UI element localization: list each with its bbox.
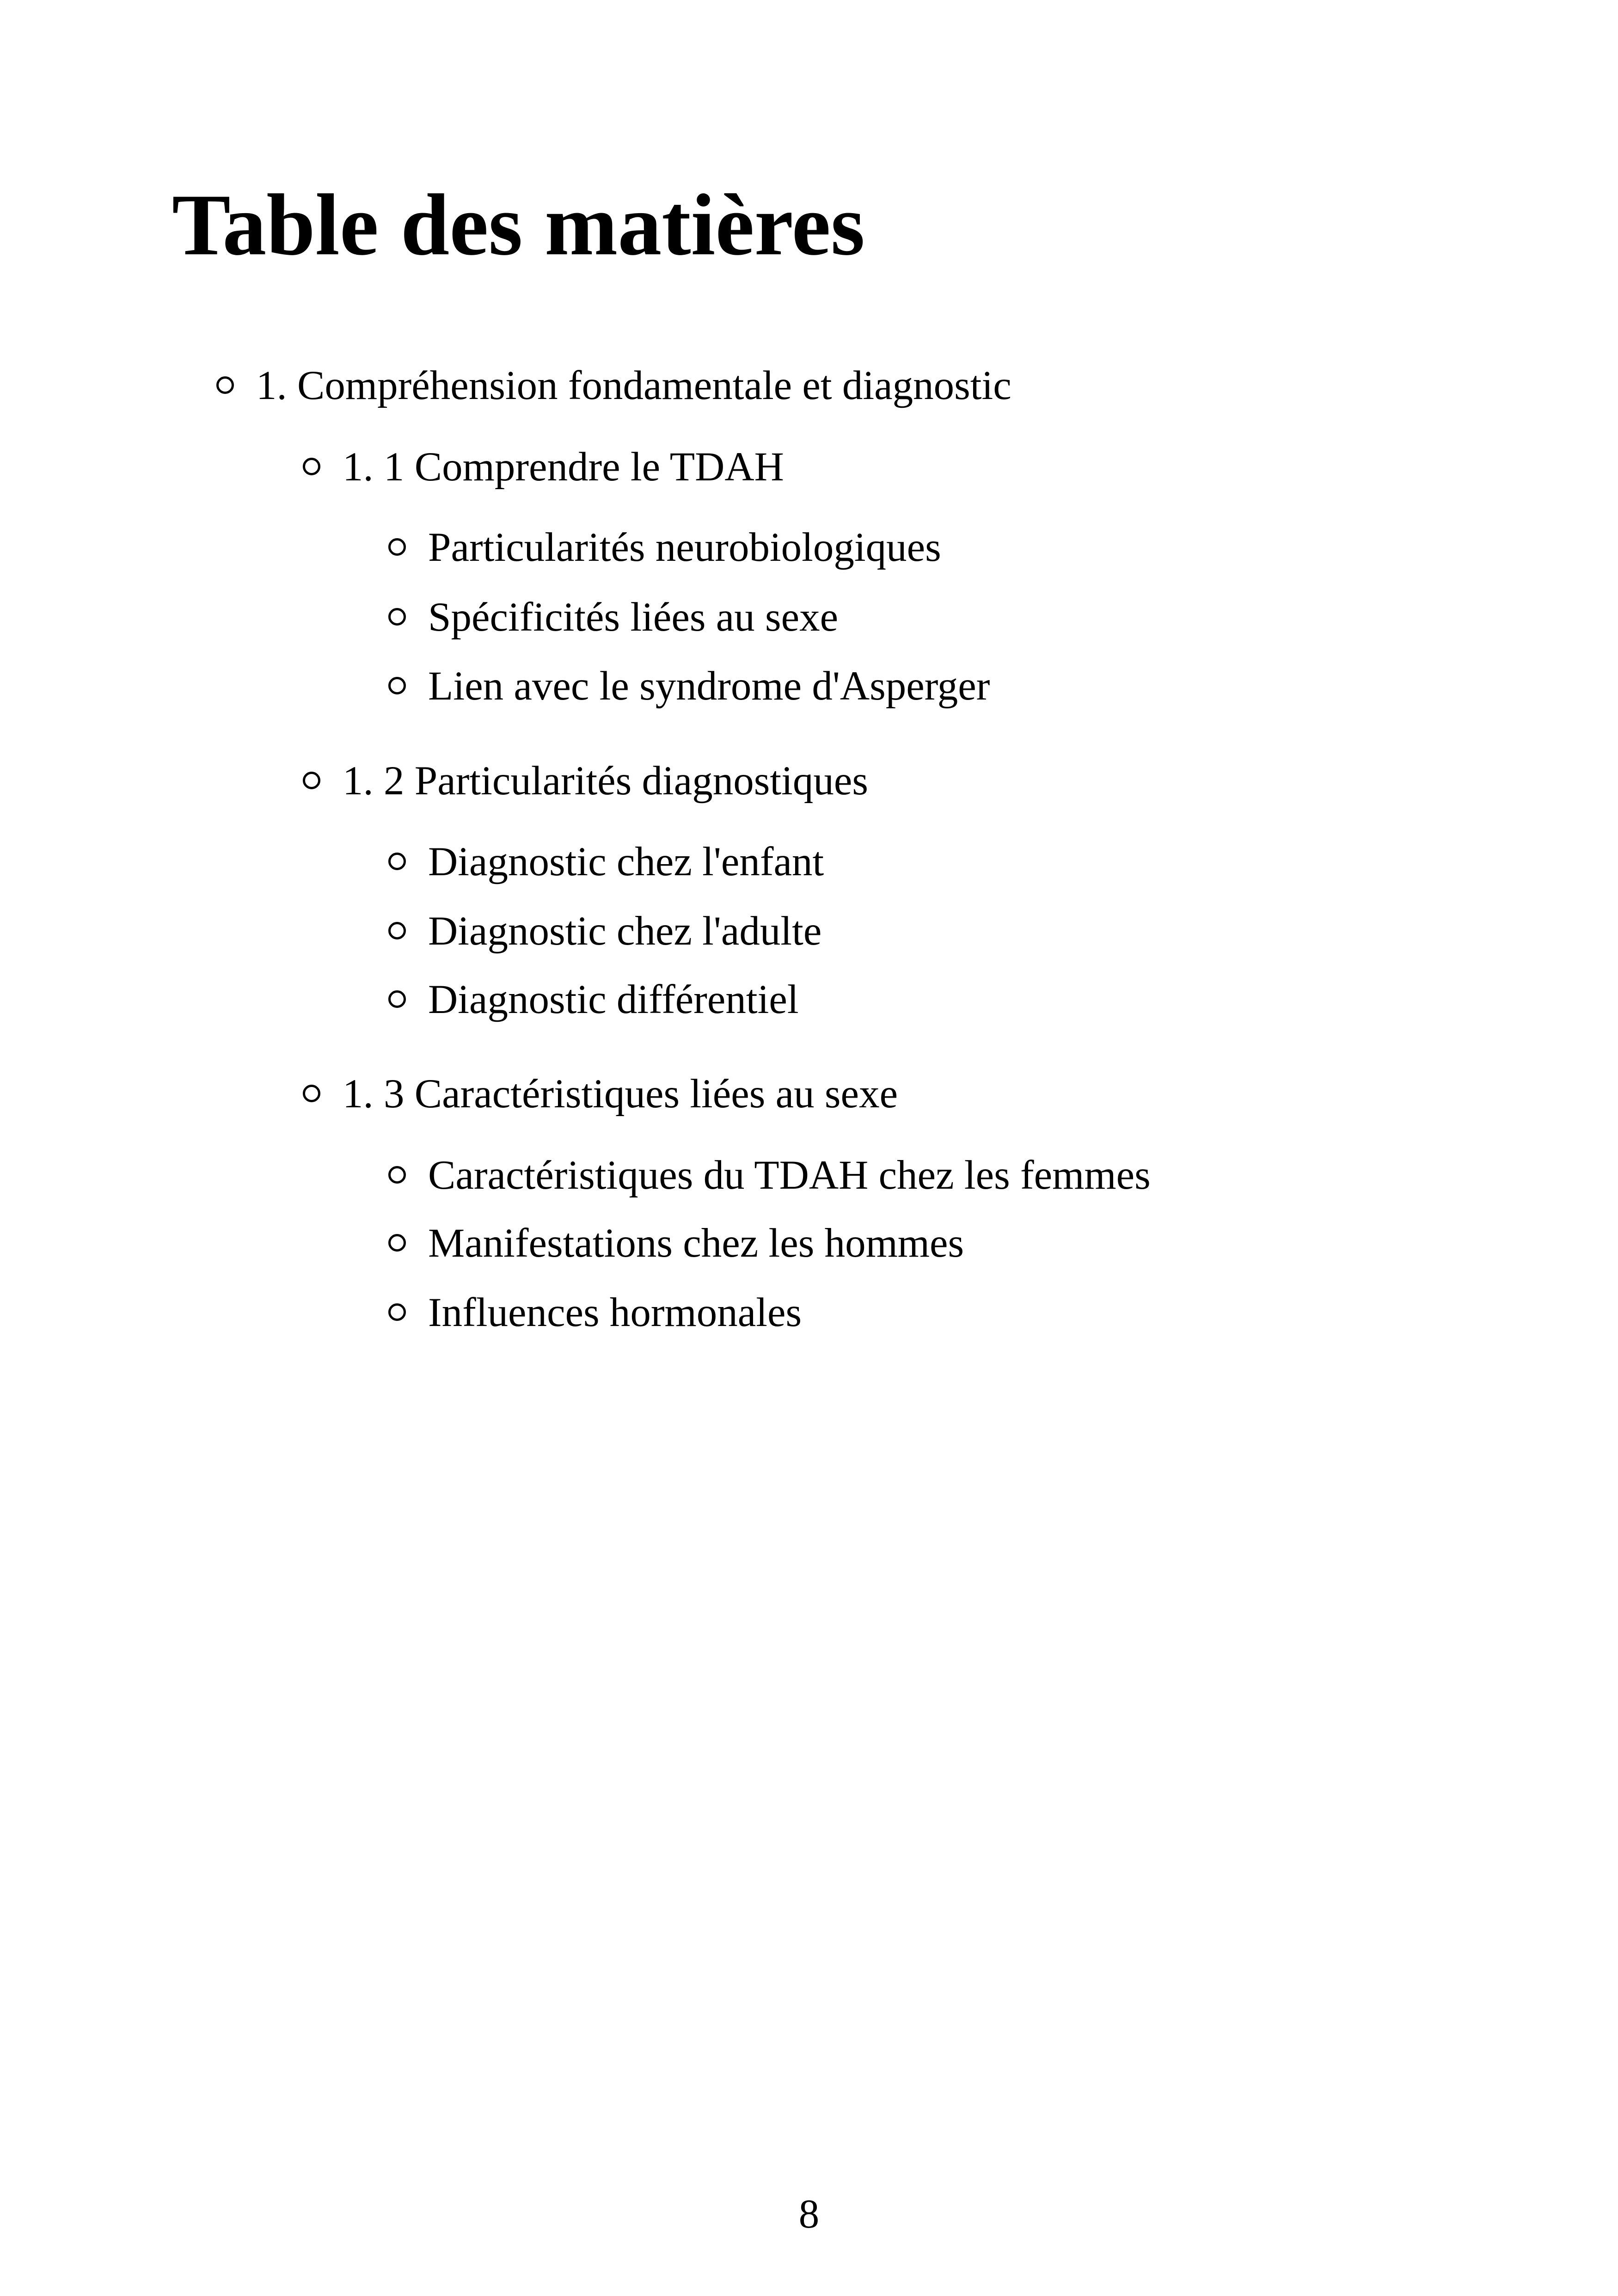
toc-entry-label: Influences hormonales xyxy=(428,1290,802,1335)
page-number: 8 xyxy=(798,2192,820,2237)
hollow-circle-bullet-icon xyxy=(388,1303,406,1321)
hollow-circle-bullet-icon xyxy=(303,1085,320,1102)
hollow-circle-bullet-icon xyxy=(388,922,406,939)
hollow-circle-bullet-icon xyxy=(388,677,406,694)
toc-entry-subsection-1-3[interactable] xyxy=(303,1071,898,1117)
toc-entry-label: Particularités neurobiologiques xyxy=(428,525,941,570)
toc-entry-label: Diagnostic chez l'adulte xyxy=(428,909,822,954)
hollow-circle-bullet-icon xyxy=(388,538,406,556)
toc-entry-item[interactable] xyxy=(388,1223,964,1264)
toc-entry-item[interactable] xyxy=(388,979,799,1020)
toc-entry-label: Lien avec le syndrome d'Asperger xyxy=(428,663,990,709)
toc-entry-subsection-1-1[interactable] xyxy=(303,444,784,490)
toc-entry-label: 1. 1 Comprendre le TDAH xyxy=(343,444,784,490)
hollow-circle-bullet-icon xyxy=(303,772,320,789)
toc-entry-label: Caractéristiques du TDAH chez les femmes xyxy=(428,1153,1151,1198)
toc-entry-item[interactable] xyxy=(388,597,838,638)
toc-entry-label: Diagnostic chez l'enfant xyxy=(428,839,824,884)
toc-entry-item[interactable] xyxy=(388,663,990,709)
toc-entry-label: Manifestations chez les hommes xyxy=(428,1221,964,1266)
toc-entry-section-1[interactable] xyxy=(216,365,1011,406)
toc-entry-item[interactable] xyxy=(388,527,941,568)
toc-entry-label: 1. 2 Particularités diagnostiques xyxy=(343,758,869,804)
hollow-circle-bullet-icon xyxy=(216,376,234,394)
toc-entry-label: Diagnostic différentiel xyxy=(428,977,799,1022)
hollow-circle-bullet-icon xyxy=(388,1166,406,1184)
toc-entry-subsection-1-2[interactable] xyxy=(303,758,869,804)
hollow-circle-bullet-icon xyxy=(388,1234,406,1252)
hollow-circle-bullet-icon xyxy=(388,608,406,626)
toc-entry-item[interactable] xyxy=(388,1292,802,1333)
toc-entry-label: 1. Compréhension fondamentale et diagnostic xyxy=(256,363,1011,408)
hollow-circle-bullet-icon xyxy=(388,990,406,1008)
hollow-circle-bullet-icon xyxy=(388,853,406,870)
toc-entry-item[interactable] xyxy=(388,911,821,952)
toc-entry-item[interactable] xyxy=(388,1155,1151,1196)
toc-entry-label: 1. 3 Caractéristiques liées au sexe xyxy=(343,1071,898,1117)
toc-entry-label: Spécificités liées au sexe xyxy=(428,595,839,640)
hollow-circle-bullet-icon xyxy=(303,458,320,475)
page-title: Table des matières xyxy=(172,177,865,274)
toc-entry-item[interactable] xyxy=(388,841,824,883)
